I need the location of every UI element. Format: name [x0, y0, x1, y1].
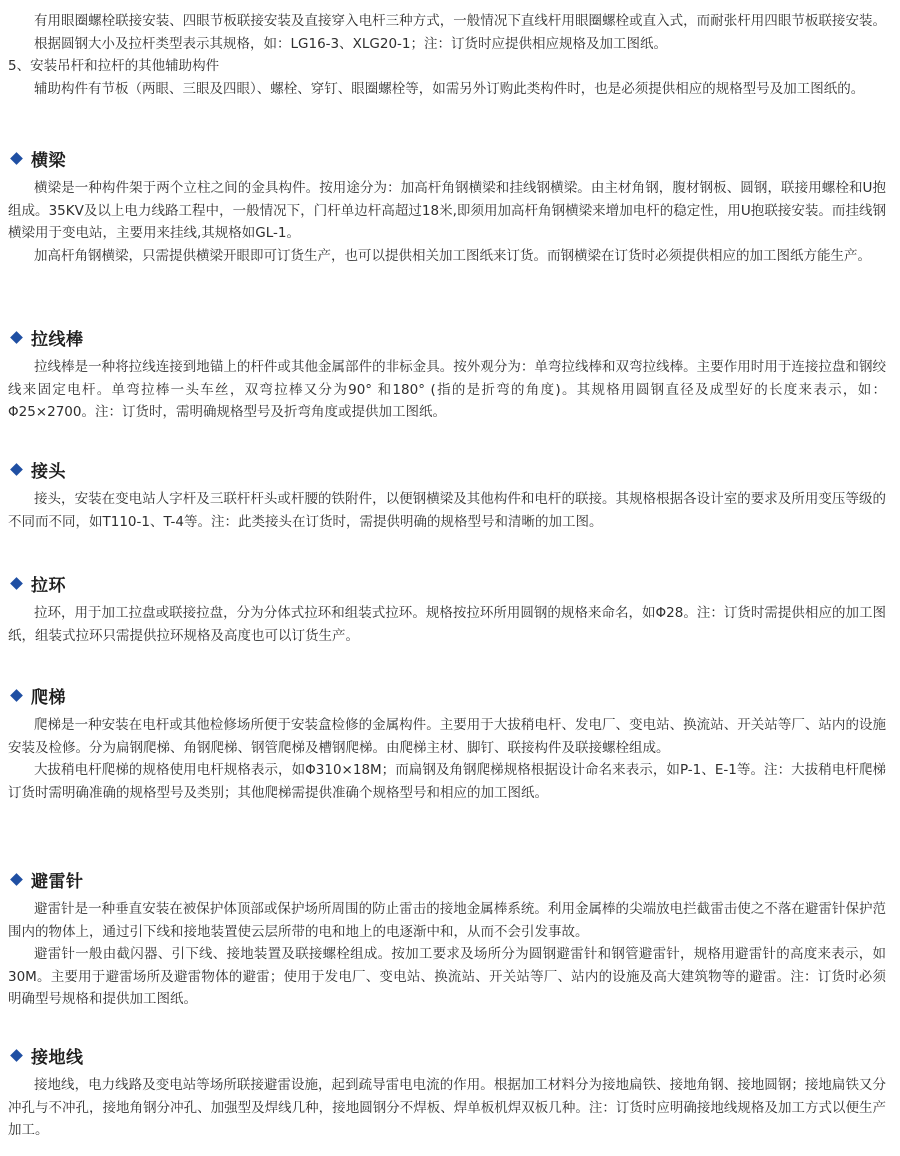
- section-title: 拉线棒: [31, 329, 84, 350]
- diamond-bullet-icon: [10, 873, 23, 886]
- section-paragraph: 加高杆角钢横梁，只需提供横梁开眼即可订货生产，也可以提供相关加工图纸来订货。而钢横梁在订货时必须提供相应的加工图纸方能生产。: [34, 247, 871, 264]
- section-paragraph: 爬梯是一种安装在电杆或其他检修场所便于安装盒检修的金属构件。主要用于大拔稍电杆、发电厂、变电站、换流站、开关站等厂、站内的设施安装及检修。分为扁钢爬梯、角钢爬梯、钢管爬梯及槽钢爬梯。由爬梯主材、脚钉、联接构件及联接螺栓组成。: [8, 717, 886, 756]
- section-title: 避雷针: [31, 871, 84, 892]
- section-heading: [8, 324, 886, 350]
- diamond-bullet-icon: [10, 577, 23, 590]
- section-title: 横梁: [31, 150, 66, 171]
- section-stay-rod: [8, 324, 886, 424]
- section-heading: [8, 456, 886, 482]
- section-paragraph: 接头，安装在变电站人字杆及三联杆杆头或杆腰的铁附件，以便钢横梁及其他构件和电杆的联接。其规格根据各设计室的要求及所用变压等级的不同而不同，如T110-1、T-4等。注：此类接头在订货时，需提供明确的规格型号和清晰的加工图。: [8, 491, 886, 530]
- section-crossarm: [8, 145, 886, 267]
- section-paragraph: 大拔稍电杆爬梯的规格使用电杆规格表示，如Φ310×18M；而扁钢及角钢爬梯规格根据设计命名来表示，如P-1、E-1等。注：大拔稍电杆爬梯订货时需明确准确的规格型号及类别；其他爬梯需提供准确个规格型号和相应的加工图纸。: [8, 762, 886, 801]
- section-heading: [8, 682, 886, 708]
- diamond-bullet-icon: [10, 1049, 23, 1062]
- section-joint: [8, 456, 886, 533]
- section-paragraph: 拉环，用于加工拉盘或联接拉盘，分为分体式拉环和组装式拉环。规格按拉环所用圆钢的规格来命名，如Φ28。注：订货时需提供相应的加工图纸，组装式拉环只需提供拉环规格及高度也可以订货生产。: [8, 605, 886, 644]
- diamond-bullet-icon: [10, 463, 23, 476]
- section-paragraph: 拉线棒是一种将拉线连接到地锚上的杆件或其他金属部件的非标金具。按外观分为：单弯拉线棒和双弯拉线棒。主要作用时用于连接拉盘和钢绞线来固定电杆。单弯拉棒一头车丝，双弯拉棒又分为90° 和180° (指的是折弯的角度)。其规格用圆钢直径及成型好的长度来表示，如：Φ25×2700。注：订货时，需明确规格型号及折弯角度或提供加工图纸。: [8, 359, 886, 420]
- section-title: 爬梯: [31, 687, 66, 708]
- diamond-bullet-icon: [10, 331, 23, 344]
- section-pull-ring: [8, 570, 886, 647]
- section-paragraph: 避雷针一般由截闪器、引下线、接地装置及联接螺栓组成。按加工要求及场所分为圆钢避雷针和钢管避雷针，规格用避雷针的高度来表示，如30M。主要用于避雷场所及避雷物体的避雷；使用于发电厂、变电站、换流站、开关站等厂、站内的设施及高大建筑物等的避雷。注：订货时必须明确型号规格和提供加工图纸。: [8, 946, 886, 1007]
- section-heading: [8, 570, 886, 596]
- section-heading: [8, 866, 886, 892]
- section-title: 接地线: [31, 1047, 84, 1068]
- section-lightning-rod: [8, 866, 886, 1011]
- section-title: 拉环: [31, 575, 66, 596]
- section-ladder: [8, 682, 886, 804]
- intro-paragraph: 有用眼圈螺栓联接安装、四眼节板联接安装及直接穿入电杆三种方式，一般情况下直线杆用眼圈螺栓或直入式，而耐张杆用四眼节板联接安装。根据圆钢大小及拉杆类型表示其规格，如：LG16-3、XLG20-1；注：订货时应提供相应规格及加工图纸。: [34, 13, 886, 52]
- section-heading: [8, 145, 886, 171]
- list-item-5: 5、安装吊杆和拉杆的其他辅助构件: [8, 58, 220, 74]
- diamond-bullet-icon: [10, 152, 23, 165]
- section-paragraph: 横梁是一种构件架于两个立柱之间的金具构件。按用途分为：加高杆角钢横梁和挂线钢横梁。由主材角钢，腹材钢板、圆钢，联接用螺栓和U抱组成。35KV及以上电力线路工程中，一般情况下，门杆单边杆高超过18米,即须用加高杆角钢横梁来增加电杆的稳定性，用U抱联接安装。而挂线钢横梁用于变电站，主要用来挂线,其规格如GL-1。: [8, 180, 886, 241]
- section-paragraph: 接地线，电力线路及变电站等场所联接避雷设施，起到疏导雷电电流的作用。根据加工材料分为接地扁铁、接地角钢、接地圆钢；接地扁铁又分冲孔与不冲孔，接地角钢分冲孔、加强型及焊线几种，接地圆钢分不焊板、焊单板机焊双板几种。注：订货时应明确接地线规格及加工方式以便生产加工。: [8, 1077, 886, 1138]
- section-heading: [8, 1042, 886, 1068]
- section-ground-wire: [8, 1042, 886, 1142]
- auxiliary-paragraph: 辅助构件有节板（两眼、三眼及四眼）、螺栓、穿钉、眼圈螺栓等，如需另外订购此类构件时，也是必须提供相应的规格型号及加工图纸的。: [34, 80, 865, 97]
- diamond-bullet-icon: [10, 689, 23, 702]
- section-title: 接头: [31, 461, 66, 482]
- section-paragraph: 避雷针是一种垂直安装在被保护体顶部或保护场所周围的防止雷击的接地金属棒系统。利用金属棒的尖端放电拦截雷击使之不落在避雷针保护范围内的物体上，通过引下线和接地装置使云层所带的电和地上的电逐渐中和，从而不会引发事故。: [8, 901, 886, 940]
